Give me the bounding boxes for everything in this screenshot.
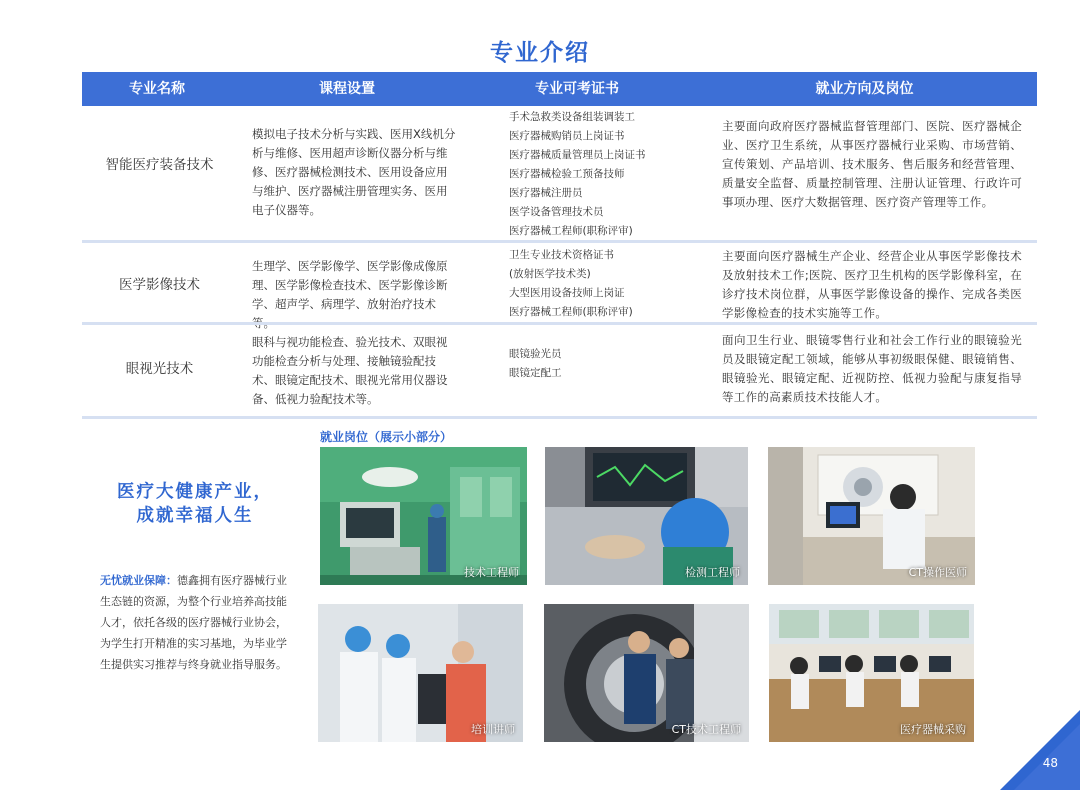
corner-decoration [1000,710,1080,790]
course-list: 模拟电子技术分析与实践、医用X线机分析与维修、医用超声诊断仪器分析与维修、医疗器械检测技术、医用设备应用与维护、医疗器械注册管理实务、医用电子仪器等。 [252,127,456,217]
table-row [82,326,1037,416]
cert-item: 医疗器械购销员上岗证书 [509,130,625,142]
course-list: 生理学、医学影像学、医学影像成像原理、医学影像检查技术、医学影像诊断学、超声学、病理学、放射治疗技术 [252,259,448,311]
photo-trainer [318,604,523,742]
photo-caption: CT技术工程师 [671,723,741,736]
career-text: 面向卫生行业、眼镜零售行业和社会工作行业的眼镜验光员及眼镜定配工领域，能够从事初级眼保健、眼镜销售、眼镜验光、眼镜定配、近视防控、低视力验配与康复指导等工作的高素质技术技能人才。 [722,333,1022,404]
photo-procurement [769,604,974,742]
course-list: 眼科与视功能检查、验光技术、双眼视功能检查分析与处理、接触镜验配技术、眼镜定配技术、眼视光常用仪器设备、低视力验配技术等。 [252,335,448,406]
cert-item: 医疗器械检验工预备技师 [509,168,625,180]
table-row [82,108,1037,240]
guarantee-text: 德鑫拥有医疗器械行业生态链的资源，为整个行业培养高技能人才，依托各级的医疗器械行业协会，为学生打开精准的实习基地，为毕业学生提供实习推荐与终身就业指导服务。 [100,574,287,671]
header-career: 就业方向及岗位 [815,81,914,97]
cert-item: 大型医用设备技师上岗证 [509,287,625,299]
employment-guarantee [100,570,292,675]
photo-caption: 培训讲师 [471,723,515,736]
photo-caption: 检测工程师 [685,566,740,579]
major-name: 眼视光技术 [125,361,194,377]
major-name: 医学影像技术 [119,277,200,293]
cert-item: (放射医学技术类) [509,268,591,280]
photo-caption: CT操作医师 [908,566,967,579]
header-certificates: 专业可考证书 [535,81,619,97]
cert-item: 医疗器械注册员 [509,187,583,199]
cert-item: 医学设备管理技术员 [509,206,604,218]
guarantee-label: 无忧就业保障： [100,574,177,587]
photo-caption: 技术工程师 [464,566,519,579]
cert-item: 眼镜定配工 [509,367,562,379]
photo-ct-engineer [544,604,749,742]
cert-item: 医疗器械工程师(职称评审) [509,225,633,237]
table-row [82,244,1037,322]
table-header [82,72,1037,106]
cert-list [509,345,699,383]
cert-item: 手术急救类设备组装调装工 [509,111,635,123]
slogan-line: 成就幸福人生 [136,506,254,526]
cert-item: 卫生专业技术资格证书 [509,249,614,261]
photo-ct-operator [768,447,975,585]
career-text: 主要面向医疗器械生产企业、经营企业从事医学影像技术及放射技术工作;医院、医疗卫生机构的医学影像科室，在诊疗技术岗位群，从事医学影像设备的操作、完成各类医学影像检查的技术实施等工作。 [722,249,1022,320]
page-number: 48 [1042,756,1058,770]
header-major-name: 专业名称 [129,81,185,97]
photos-label: 就业岗位（展示小部分） [320,430,453,444]
header-courses: 课程设置 [319,81,375,97]
photo-technical-engineer [320,447,527,585]
career-text: 主要面向政府医疗器械监督管理部门、医院、医疗器械企业、医疗卫生系统，从事医疗器械行业采购、市场营销、宣传策划、产品培训、技术服务、售后服务和经营管理、质量安全监督、质量控制管理、注册认证管理、行政许可事项办理、医疗大数据管理、医疗资产管理等工作。 [722,119,1022,209]
photo-caption: 医疗器械采购 [900,723,966,736]
row-divider [82,416,1037,419]
slogan-line: 医疗大健康产业， [117,482,273,502]
cert-item: 医疗器械工程师(职称评审) [509,306,633,318]
cert-item: 医疗器械质量管理员上岗证书 [509,149,646,161]
photo-testing-engineer [545,447,748,585]
row-divider [82,240,1037,243]
row-divider [82,322,1037,325]
cert-list [509,108,699,241]
slogan [95,480,295,528]
cert-item: 眼镜验光员 [509,348,562,360]
major-name: 智能医疗装备技术 [105,157,214,173]
cert-list [509,246,699,322]
page-title: 专业介绍 [490,40,590,66]
